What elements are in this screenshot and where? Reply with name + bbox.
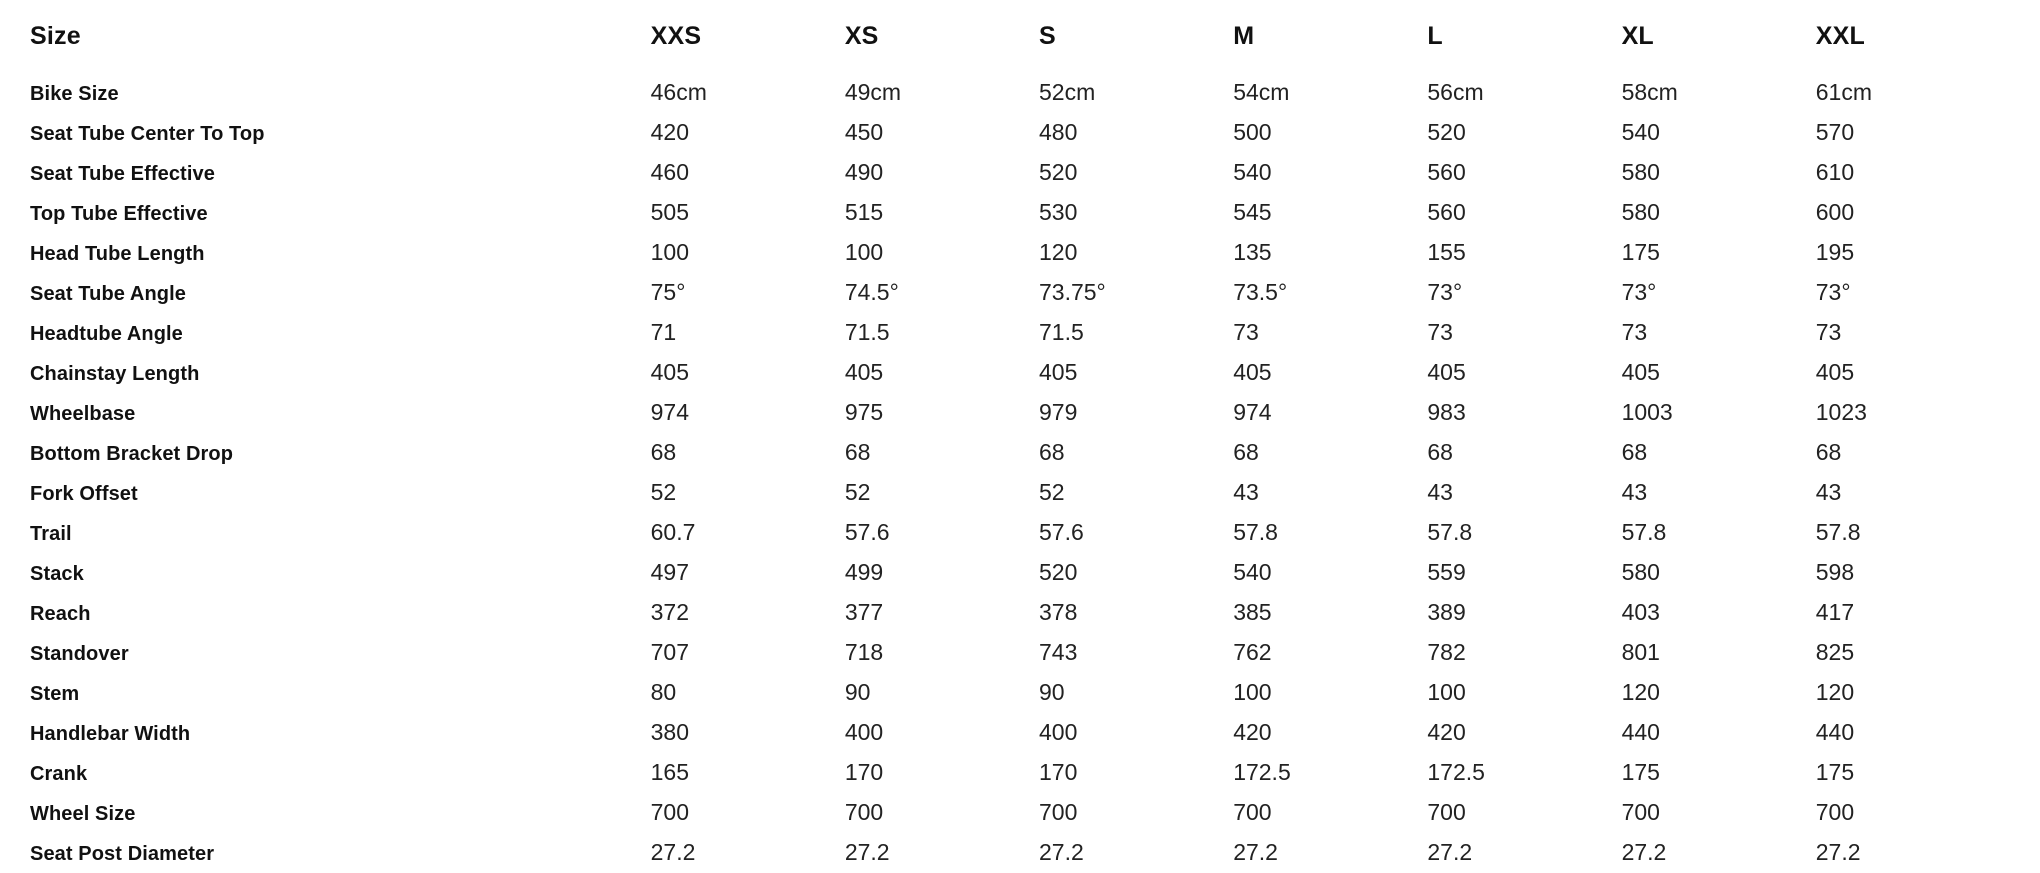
table-cell: 170 — [844, 759, 884, 785]
table-cell: 545 — [1233, 199, 1272, 225]
table-body — [30, 69, 2010, 873]
table-cell: 57.6 — [1039, 519, 1084, 545]
table-cell: 43 — [1233, 479, 1259, 505]
table-cell: 520 — [1039, 159, 1078, 185]
table-row — [30, 793, 2010, 833]
table-cell: 500 — [1233, 119, 1272, 145]
table-cell: 57.8 — [1815, 519, 1861, 545]
table-cell: 155 — [1427, 239, 1466, 265]
row-label: Handlebar Width — [30, 723, 191, 745]
table-cell: 707 — [650, 639, 689, 665]
table-row — [30, 393, 2010, 433]
table-cell: 68 — [1815, 439, 1842, 465]
table-row — [30, 833, 2010, 873]
row-label: Crank — [30, 763, 88, 785]
table-cell: 73 — [1233, 319, 1259, 345]
table-cell: 400 — [844, 719, 884, 745]
table-cell: 420 — [650, 119, 689, 145]
table-cell: 57.8 — [1427, 519, 1473, 545]
table-cell: 420 — [1233, 719, 1272, 745]
table-row — [30, 553, 2010, 593]
table-cell: 530 — [1039, 199, 1078, 225]
table-cell: 385 — [1233, 599, 1272, 625]
table-row — [30, 433, 2010, 473]
table-cell: 52 — [844, 479, 871, 505]
table-cell: 27.2 — [844, 839, 890, 865]
header-size-xxs: XXS — [650, 22, 702, 50]
table-cell: 73.5° — [1233, 279, 1288, 305]
table-cell: 440 — [1621, 719, 1660, 745]
table-cell: 43 — [1815, 479, 1842, 505]
table-cell: 172.5 — [1233, 759, 1291, 785]
table-cell: 170 — [1039, 759, 1078, 785]
table-cell: 389 — [1427, 599, 1466, 625]
table-cell: 68 — [1233, 439, 1259, 465]
table-cell: 68 — [1039, 439, 1065, 465]
table-cell: 52 — [1039, 479, 1065, 505]
row-label: Trail — [30, 523, 72, 545]
table-cell: 56cm — [1427, 79, 1484, 105]
table-cell: 378 — [1039, 599, 1078, 625]
table-cell: 405 — [1039, 359, 1078, 385]
table-cell: 782 — [1427, 639, 1466, 665]
row-label: Stem — [30, 683, 80, 705]
table-cell: 52 — [650, 479, 677, 505]
table-cell: 165 — [650, 759, 689, 785]
row-label: Fork Offset — [30, 483, 138, 505]
table-cell: 600 — [1815, 199, 1855, 225]
table-cell: 120 — [1815, 679, 1855, 705]
header-size-xxl: XXL — [1815, 22, 1865, 50]
table-row — [30, 593, 2010, 633]
table-cell: 559 — [1427, 559, 1466, 585]
table-cell: 560 — [1427, 159, 1466, 185]
table-cell: 580 — [1621, 559, 1660, 585]
table-cell: 27.2 — [1621, 839, 1667, 865]
row-label: Reach — [30, 603, 91, 625]
table-cell: 49cm — [844, 79, 902, 105]
table-row — [30, 273, 2010, 313]
table-cell: 460 — [650, 159, 689, 185]
table-cell: 380 — [650, 719, 689, 745]
table-cell: 979 — [1039, 399, 1078, 425]
header-size-m: M — [1233, 22, 1255, 50]
table-row — [30, 113, 2010, 153]
table-cell: 403 — [1621, 599, 1660, 625]
table-cell: 175 — [1815, 759, 1855, 785]
table-row — [30, 153, 2010, 193]
table-row — [30, 473, 2010, 513]
row-label: Wheelbase — [30, 403, 136, 425]
table-cell: 598 — [1815, 559, 1855, 585]
table-cell: 27.2 — [1427, 839, 1473, 865]
row-label: Stack — [30, 563, 84, 585]
table-cell: 540 — [1621, 119, 1660, 145]
table-cell: 400 — [1039, 719, 1078, 745]
table-cell: 73° — [1815, 279, 1851, 305]
row-label: Head Tube Length — [30, 243, 205, 265]
table-cell: 974 — [650, 399, 689, 425]
table-cell: 700 — [1039, 799, 1078, 825]
table-row — [30, 193, 2010, 233]
table-cell: 75° — [650, 279, 686, 305]
table-row — [30, 713, 2010, 753]
table-cell: 172.5 — [1427, 759, 1485, 785]
table-cell: 57.6 — [844, 519, 890, 545]
table-cell: 700 — [844, 799, 884, 825]
table-cell: 73° — [1427, 279, 1463, 305]
table-row — [30, 633, 2010, 673]
table-cell: 762 — [1233, 639, 1272, 665]
table-cell: 120 — [1039, 239, 1078, 265]
header-size-l: L — [1427, 22, 1443, 50]
table-cell: 700 — [1815, 799, 1855, 825]
row-label: Chainstay Length — [30, 363, 200, 385]
table-cell: 100 — [844, 239, 884, 265]
table-cell: 560 — [1427, 199, 1466, 225]
table-row — [30, 69, 2010, 113]
row-label: Seat Post Diameter — [30, 843, 215, 865]
table-cell: 499 — [844, 559, 884, 585]
table-cell: 43 — [1621, 479, 1648, 505]
table-cell: 90 — [1039, 679, 1065, 705]
table-cell: 80 — [650, 679, 677, 705]
table-row — [30, 313, 2010, 353]
table-cell: 450 — [844, 119, 884, 145]
table-cell: 377 — [844, 599, 884, 625]
table-cell: 480 — [1039, 119, 1078, 145]
table-cell: 718 — [844, 639, 884, 665]
table-cell: 405 — [1427, 359, 1466, 385]
table-cell: 505 — [650, 199, 689, 225]
table-cell: 490 — [844, 159, 884, 185]
table-cell: 417 — [1815, 599, 1855, 625]
header-row — [30, 22, 2010, 69]
table-cell: 801 — [1621, 639, 1660, 665]
table-cell: 405 — [1233, 359, 1272, 385]
table-row — [30, 753, 2010, 793]
table-cell: 46cm — [650, 79, 707, 105]
table-cell: 405 — [844, 359, 884, 385]
row-label: Bottom Bracket Drop — [30, 443, 234, 465]
table-row — [30, 513, 2010, 553]
table-row — [30, 233, 2010, 273]
table-cell: 743 — [1039, 639, 1078, 665]
table-cell: 52cm — [1039, 79, 1096, 105]
table-cell: 405 — [1621, 359, 1660, 385]
table-cell: 1023 — [1815, 399, 1867, 425]
table-cell: 520 — [1427, 119, 1466, 145]
table-header — [30, 22, 2010, 69]
table-cell: 440 — [1815, 719, 1855, 745]
header-size-xs: XS — [844, 22, 879, 50]
row-label: Standover — [30, 643, 129, 665]
table-cell: 58cm — [1621, 79, 1678, 105]
table-cell: 27.2 — [1039, 839, 1084, 865]
table-cell: 73° — [1621, 279, 1657, 305]
header-size-xl: XL — [1621, 22, 1654, 50]
table-cell: 700 — [650, 799, 689, 825]
table-cell: 540 — [1233, 559, 1272, 585]
table-cell: 372 — [650, 599, 689, 625]
row-label: Seat Tube Center To Top — [30, 123, 265, 145]
table-cell: 54cm — [1233, 79, 1290, 105]
table-cell: 68 — [1427, 439, 1453, 465]
table-cell: 700 — [1621, 799, 1660, 825]
table-cell: 57.8 — [1621, 519, 1667, 545]
table-row — [30, 353, 2010, 393]
table-cell: 74.5° — [844, 279, 899, 305]
table-cell: 520 — [1039, 559, 1078, 585]
table-cell: 27.2 — [1815, 839, 1861, 865]
table-cell: 700 — [1233, 799, 1272, 825]
table-cell: 175 — [1621, 759, 1660, 785]
table-cell: 43 — [1427, 479, 1453, 505]
table-cell: 580 — [1621, 199, 1660, 225]
table-cell: 71 — [650, 319, 677, 345]
table-cell: 68 — [1621, 439, 1648, 465]
table-cell: 700 — [1427, 799, 1466, 825]
row-label: Seat Tube Effective — [30, 163, 215, 185]
table-cell: 175 — [1621, 239, 1660, 265]
row-label: Headtube Angle — [30, 323, 183, 345]
header-corner-label: Size — [30, 22, 81, 50]
table-cell: 57.8 — [1233, 519, 1278, 545]
geometry-table — [30, 22, 2010, 873]
table-cell: 68 — [844, 439, 871, 465]
table-cell: 100 — [1233, 679, 1272, 705]
table-cell: 120 — [1621, 679, 1660, 705]
row-label: Top Tube Effective — [30, 203, 208, 225]
table-cell: 497 — [650, 559, 689, 585]
table-cell: 73 — [1621, 319, 1648, 345]
table-cell: 515 — [844, 199, 884, 225]
table-cell: 27.2 — [1233, 839, 1278, 865]
table-cell: 68 — [650, 439, 677, 465]
table-cell: 540 — [1233, 159, 1272, 185]
table-cell: 570 — [1815, 119, 1855, 145]
table-cell: 73.75° — [1039, 279, 1106, 305]
table-cell: 974 — [1233, 399, 1272, 425]
header-size-s: S — [1039, 22, 1056, 50]
table-cell: 71.5 — [844, 319, 890, 345]
table-cell: 60.7 — [650, 519, 696, 545]
table-cell: 73 — [1427, 319, 1453, 345]
table-cell: 825 — [1815, 639, 1855, 665]
table-cell: 975 — [844, 399, 884, 425]
table-cell: 983 — [1427, 399, 1466, 425]
table-cell: 610 — [1815, 159, 1855, 185]
table-row — [30, 673, 2010, 713]
table-cell: 27.2 — [650, 839, 696, 865]
table-cell: 405 — [650, 359, 689, 385]
table-cell: 420 — [1427, 719, 1466, 745]
row-label: Wheel Size — [30, 803, 136, 825]
table-cell: 61cm — [1815, 79, 1872, 105]
row-label: Seat Tube Angle — [30, 283, 186, 305]
table-cell: 1003 — [1621, 399, 1673, 425]
table-cell: 580 — [1621, 159, 1660, 185]
table-cell: 73 — [1815, 319, 1842, 345]
table-cell: 195 — [1815, 239, 1855, 265]
table-cell: 100 — [650, 239, 689, 265]
table-cell: 100 — [1427, 679, 1466, 705]
table-cell: 405 — [1815, 359, 1855, 385]
row-label: Bike Size — [30, 83, 119, 105]
table-cell: 71.5 — [1039, 319, 1084, 345]
table-cell: 90 — [844, 679, 871, 705]
table-cell: 135 — [1233, 239, 1272, 265]
